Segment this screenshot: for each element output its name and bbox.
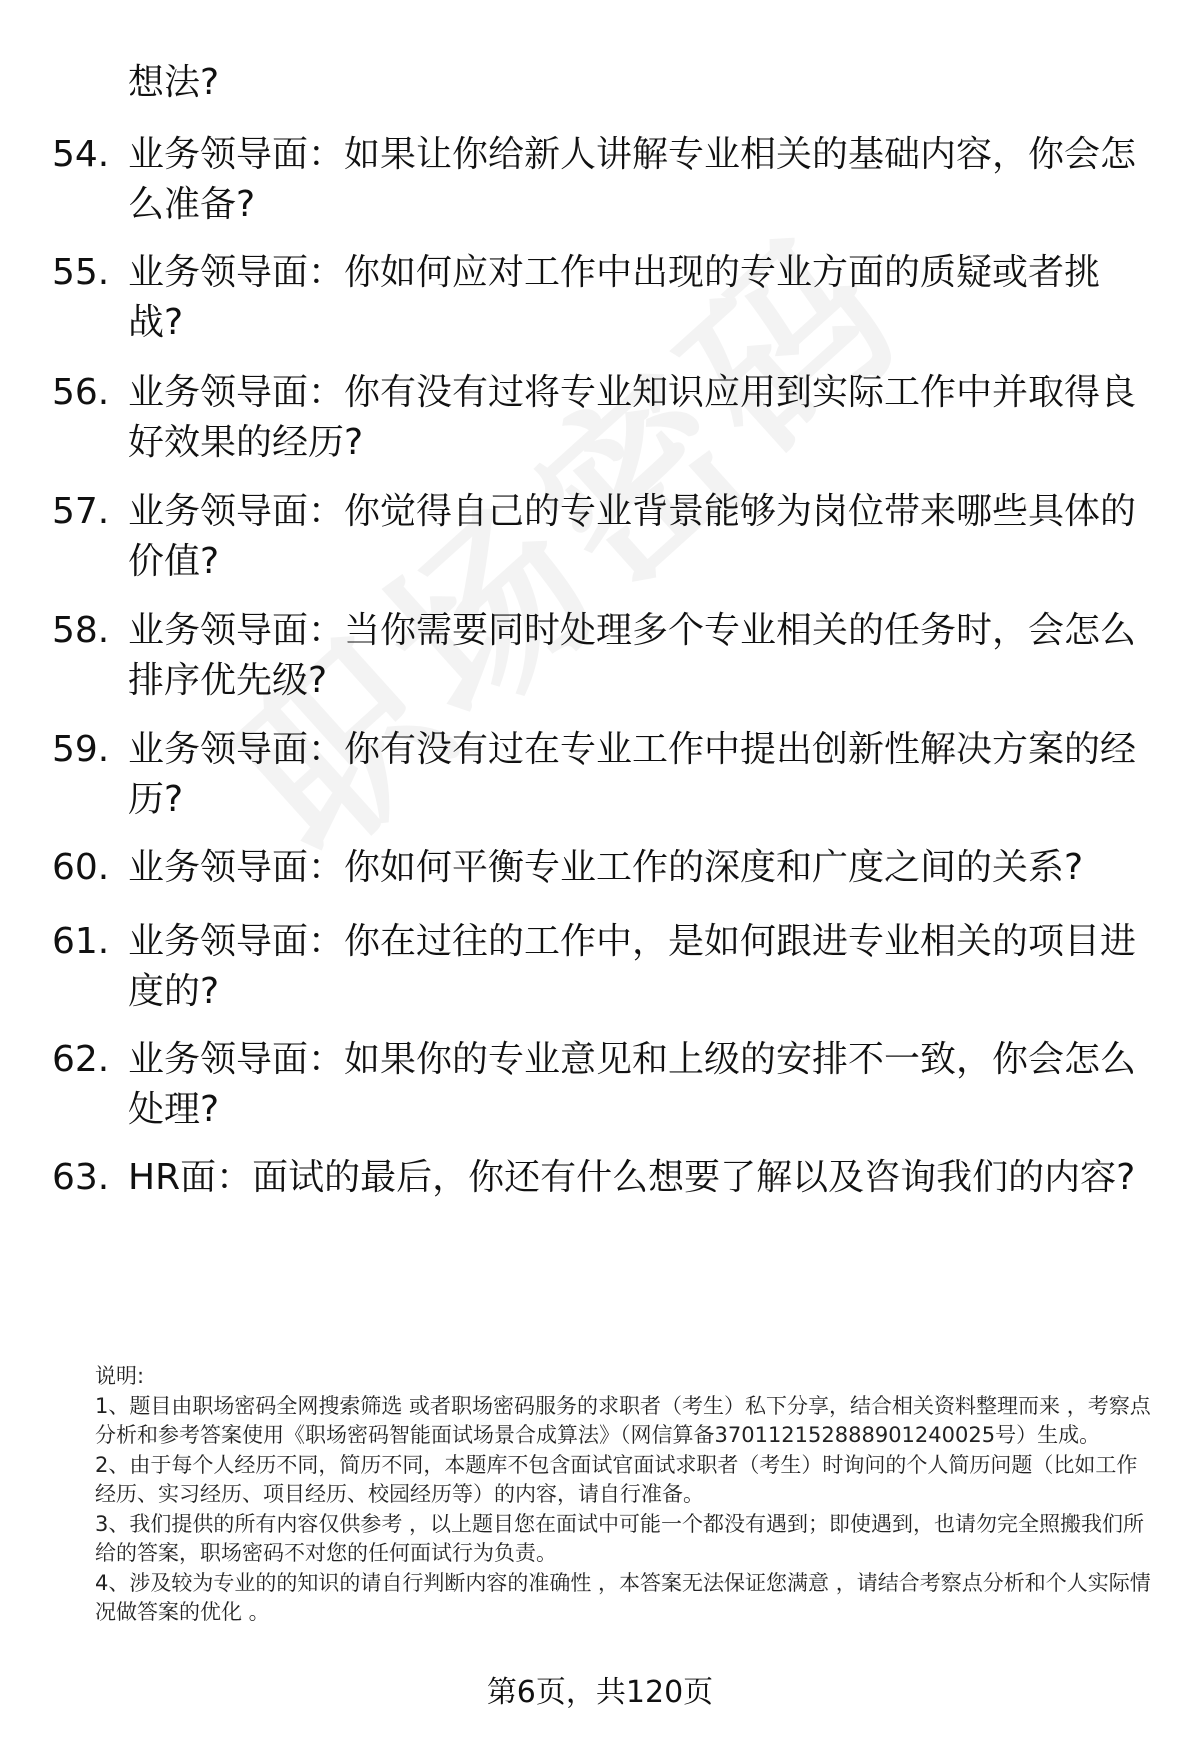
- question-number: 55.: [52, 252, 110, 293]
- question-item: [52, 1153, 1152, 1203]
- question-text: 业务领导面：如果你的专业意见和上级的安排不一致，你会怎么处理?: [128, 1039, 1137, 1130]
- question-item: [52, 1035, 1152, 1135]
- notes-item: 2、由于每个人经历不同，简历不同，本题库不包含面试官面试求职者（考生）时询问的个人简历问题（比如工作经历、实习经历、项目经历、校园经历等）的内容，请自行准备。: [95, 1452, 1138, 1506]
- question-item: [52, 487, 1152, 587]
- notes-heading: 说明:: [95, 1364, 145, 1388]
- question-text: 业务领导面：你有没有过在专业工作中提出创新性解决方案的经历?: [128, 729, 1137, 820]
- page-number: 第6页，共120页: [486, 1675, 714, 1710]
- question-number: 54.: [52, 134, 110, 175]
- question-text: 业务领导面：如果让你给新人讲解专业相关的基础内容，你会怎么准备?: [128, 134, 1137, 225]
- question-text: 业务领导面：你在过往的工作中，是如何跟进专业相关的项目进度的?: [128, 921, 1137, 1012]
- question-item: [52, 843, 1152, 893]
- question-number: 57.: [52, 491, 110, 532]
- question-number: 63.: [52, 1157, 110, 1198]
- question-text: 业务领导面：你如何平衡专业工作的深度和广度之间的关系?: [128, 847, 1084, 888]
- question-item: [52, 248, 1152, 348]
- question-text: 业务领导面：你觉得自己的专业背景能够为岗位带来哪些具体的价值?: [128, 491, 1137, 582]
- question-item: [52, 725, 1152, 825]
- question-number: 62.: [52, 1039, 110, 1080]
- notes-item: 4、涉及较为专业的的知识的请自行判断内容的准确性 ，本答案无法保证您满意 ，请结合考察点分析和个人实际情况做答案的优化 。: [95, 1570, 1151, 1624]
- question-number: 58.: [52, 610, 110, 651]
- question-number: 59.: [52, 729, 110, 770]
- question-item: [52, 917, 1152, 1017]
- notes-section: [95, 1362, 1155, 1628]
- question-number: 60.: [52, 847, 110, 888]
- question-continuation: 想法?: [128, 62, 220, 103]
- question-item: [52, 368, 1152, 468]
- question-item: [52, 130, 1152, 230]
- question-number: 56.: [52, 372, 110, 413]
- question-text: 业务领导面：你有没有过将专业知识应用到实际工作中并取得良好效果的经历?: [128, 372, 1137, 463]
- question-text: 业务领导面：你如何应对工作中出现的专业方面的质疑或者挑战?: [128, 252, 1101, 343]
- question-text: 业务领导面：当你需要同时处理多个专业相关的任务时，会怎么排序优先级?: [128, 610, 1137, 701]
- question-text: HR面：面试的最后，你还有什么想要了解以及咨询我们的内容?: [128, 1157, 1136, 1198]
- notes-item: 3、我们提供的所有内容仅供参考 ，以上题目您在面试中可能一个都没有遇到；即使遇到，也请勿完全照搬我们所给的答案，职场密码不对您的任何面试行为负责。: [95, 1511, 1145, 1565]
- question-number: 61.: [52, 921, 110, 962]
- notes-item: 1、题目由职场密码全网搜索筛选 或者职场密码服务的求职者（考生）私下分享，结合相关资料整理而来 ，考察点分析和参考答案使用《职场密码智能面试场景合成算法》（网信算备370112152888901240025号）生成。: [95, 1393, 1151, 1447]
- question-item: [52, 606, 1152, 706]
